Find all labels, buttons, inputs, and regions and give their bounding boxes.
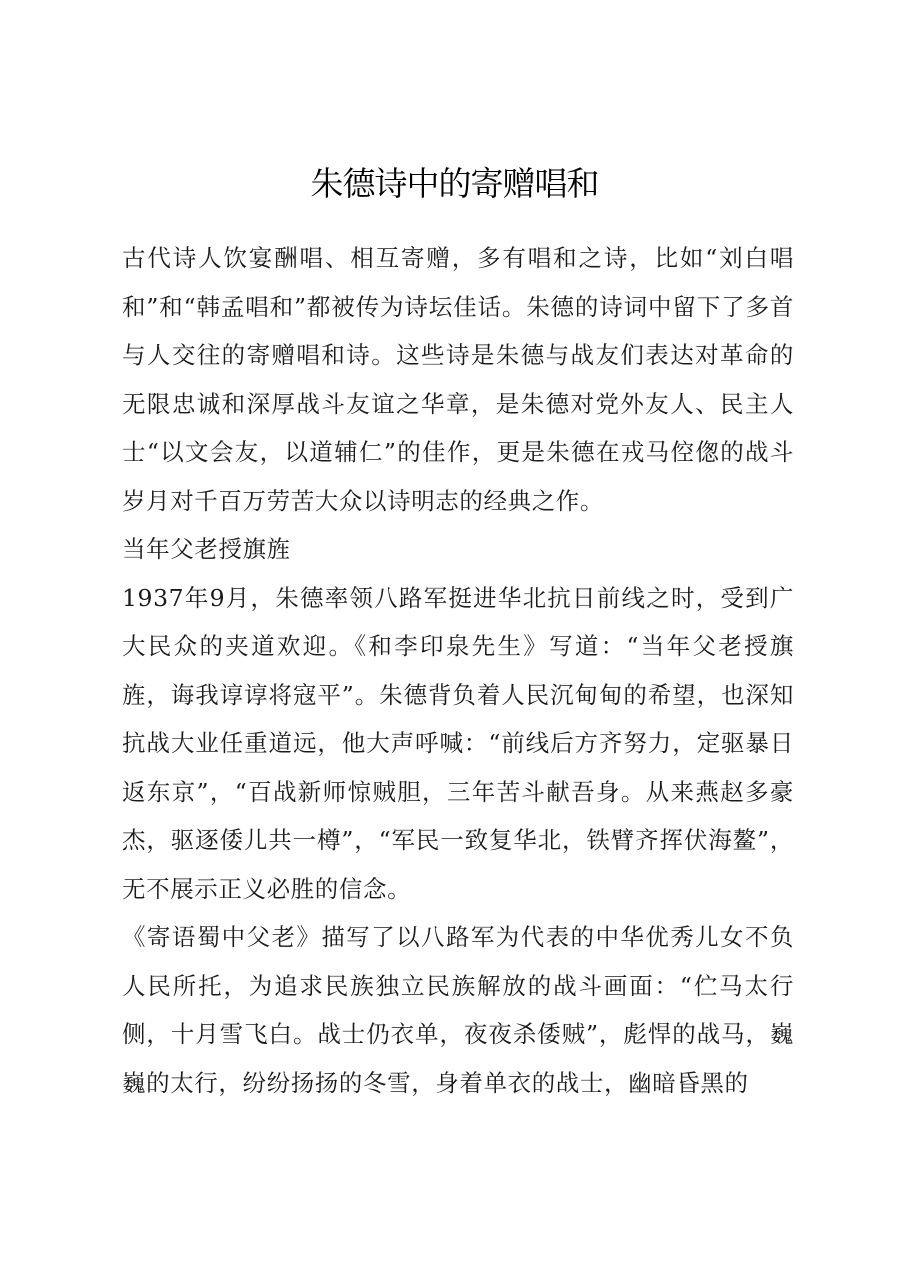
- paragraph-intro: 古代诗人饮宴酬唱、相互寄赠，多有唱和之诗，比如“刘白唱和”和“韩孟唱和”都被传为诗坛佳话。朱德的诗词中留下了多首与人交往的寄赠唱和诗。这些诗是朱德与战友们表达对革命的无限忠诚和深厚战斗友谊之华章，是朱德对党外友人、民主人士“以文会友，以道辅仁”的佳作，更是朱德在戎马倥偬的战斗岁月对千百万劳苦大众以诗明志的经典之作。: [122, 244, 794, 515]
- paragraph-shu: 《寄语蜀中父老》描写了以八路军为代表的中华优秀儿女不负人民所托，为追求民族独立民族解放的战斗画面：“伫马太行侧，十月雪飞白。战士仍衣单，夜夜杀倭贼”，彪悍的战马，巍巍的太行，纷纷扬扬的冬雪，身着单衣的战士，幽暗昏黑的: [122, 923, 794, 1097]
- document-title: 朱德诗中的寄赠唱和: [310, 164, 599, 203]
- paragraph-1937: 1937年9月，朱德率领八路军挺进华北抗日前线之时，受到广大民众的夹道欢迎。《和李印泉先生》写道：“当年父老授旗旌，诲我谆谆将寇平”。朱德背负着人民沉甸甸的希望，也深知抗战大业任重道远，他大声呼喊：“前线后方齐努力，定驱暴日返东京”，“百战新师惊贼胆，三年苦斗献吾身。从来燕赵多豪杰，驱逐倭儿共一樽”，“军民一致复华北，铁臂齐挥伏海鳌”，无不展示正义必胜的信念。: [122, 583, 794, 903]
- section-heading: 当年父老授旗旌: [122, 535, 291, 563]
- document-body: [122, 234, 794, 1107]
